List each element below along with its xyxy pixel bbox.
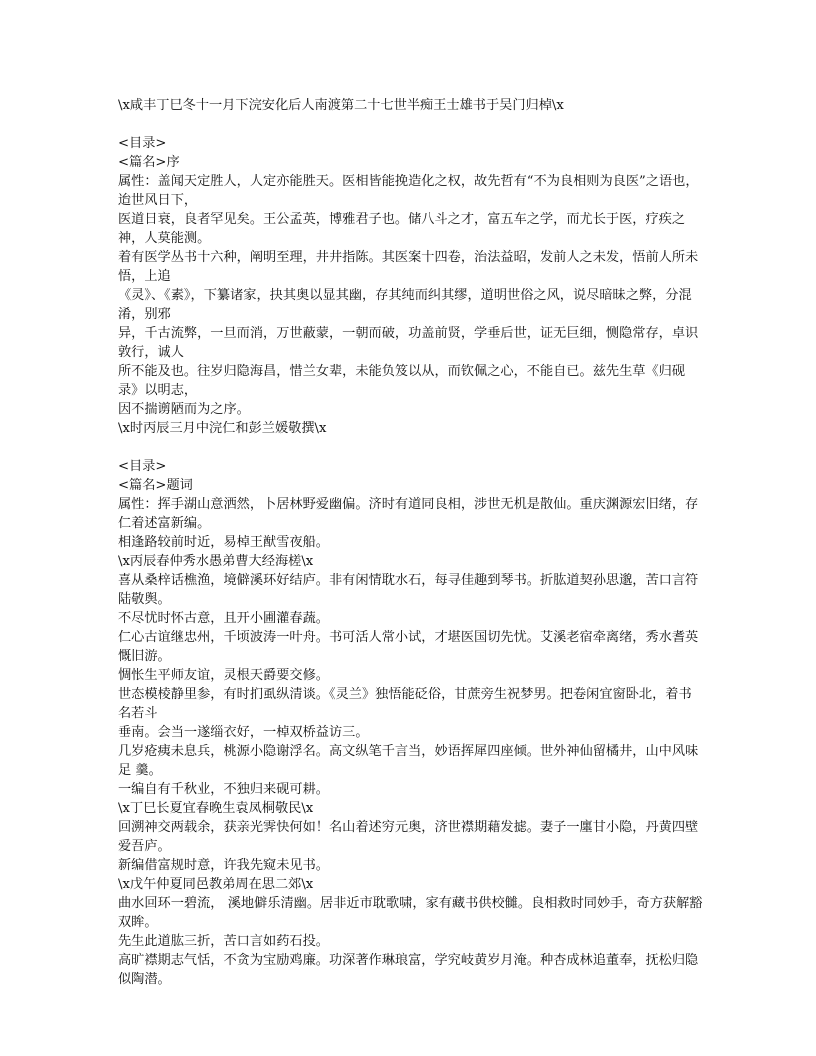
poem-line: 世态模棱静里参，有时扪虱纵清谈。《灵兰》独悟能砭俗，甘蔗旁生祝梦男。把卷闲宜窗卧北，着书名若斗	[118, 687, 692, 721]
document-page	[118, 96, 704, 989]
preface-line: 着有医学丛书十六种，阐明至理，井井指陈。其医案十四卷，治法益昭，发前人之未发，悟前人所未悟，上追	[118, 250, 699, 284]
poem-line: 喜从桑梓话樵渔，境僻溪环好结庐。非有闲情耽水石，每寻佳趣到琴书。折肱道契孙思邈，苦口言符陆敬舆。	[118, 573, 699, 607]
poem-line: 回溯神交两载余，获亲光霁快何如！名山着述穷元奥，济世襟期藉发摅。妻子一廛甘小隐，丹黄四壁爱吾庐。	[118, 820, 699, 854]
preface-line: 医道日衰，良者罕见矣。王公孟英，博雅君子也。储八斗之才，富五车之学，而尤长于医，疗疾之神，人莫能测。	[118, 212, 686, 246]
poem-line: 新编借富规时意，许我先窥未见书。	[118, 858, 329, 873]
preface-signature: \x时丙辰三月中浣仁和彭兰媛敬撰\x	[118, 421, 327, 436]
poem-line: 相逢路较前时近，易棹王猷雪夜船。	[118, 535, 329, 550]
blank-line	[118, 438, 704, 457]
poem-line: 垂南。会当一遂缁衣好，一棹双桥益访三。	[118, 725, 369, 740]
poem-line: 属性：挥手湖山意洒然，卜居林野爱幽偏。济时有道同良相，涉世无机是散仙。重庆渊源宏旧绪，存仁着述富新编。	[118, 497, 699, 531]
poem-line: 曲水回环一碧流， 溪地僻乐清幽。居非近市耽歌啸，家有藏书供校雠。良相救时同妙手，奇方获解豁双眸。	[118, 896, 703, 930]
poem-line: 几岁疮痍未息兵，桃源小隐谢浮名。高文纵笔千言当，妙语挥犀四座倾。世外神仙留橘井，山中风味足 羹。	[118, 744, 699, 778]
blank-line	[118, 115, 704, 134]
colophon-line: \x咸丰丁巳冬十一月下浣安化后人南渡第二十七世半痴王士雄书于吴门归棹\x	[118, 98, 564, 113]
preface-line: 属性：盖闻天定胜人，人定亦能胜天。医相皆能挽造化之权，故先哲有“不为良相则为良医”之语也，迨世风日下，	[118, 174, 699, 208]
poem-line: 惆怅生平师友谊，灵根天爵要交修。	[118, 668, 329, 683]
poem-line: 高旷襟期志气恬，不贪为宝励鸡廉。功深著作琳琅富，学究岐黄岁月淹。种杏成林追董奉，抚松归隐似陶潜。	[118, 953, 699, 987]
preface-line: 所不能及也。往岁归隐海昌，惜兰女辈，未能负笈以从，而钦佩之心，不能自已。兹先生草《归砚录》以明志，	[118, 364, 686, 398]
poem-signature: \x丁巳长夏宜春晚生袁凤桐敬民\x	[118, 801, 314, 816]
preface-line: 《灵》、《素》，下纂诸家，抉其奥以显其幽，存其纯而纠其缪，道明世俗之风，说尽暗昧之弊，分混淆，别邪	[118, 288, 692, 322]
poem-line: 一编自有千秋业，不独归来砚可耕。	[118, 782, 329, 797]
poem-line: 先生此道肱三折，苦口言如药石投。	[118, 934, 329, 949]
section-title-inscriptions: <篇名>题词	[118, 478, 193, 493]
toc-marker: <目录>	[118, 136, 167, 151]
preface-line: 因不揣谫陋而为之序。	[118, 402, 250, 417]
preface-line: 异，千古流弊，一旦而消，万世蔽蒙，一朝而破，功盖前贤，学垂后世，证无巨细，恻隐常存，卓识敦行，诚人	[118, 326, 699, 360]
poem-signature: \x戊午仲夏同邑教弟周在思二郊\x	[118, 877, 314, 892]
poem-line: 不尽忧时怀古意，且开小圃灌春蔬。	[118, 611, 329, 626]
toc-marker: <目录>	[118, 459, 167, 474]
poem-signature: \x丙辰春仲秀水愚弟曹大经海槎\x	[118, 554, 314, 569]
poem-line: 仁心古谊继忠州，千顷波涛一叶舟。书可活人常小试，才堪医国切先忧。艾溪老宿牵离绪，秀水耆英慨旧游。	[118, 630, 699, 664]
section-title-preface: <篇名>序	[118, 155, 180, 170]
